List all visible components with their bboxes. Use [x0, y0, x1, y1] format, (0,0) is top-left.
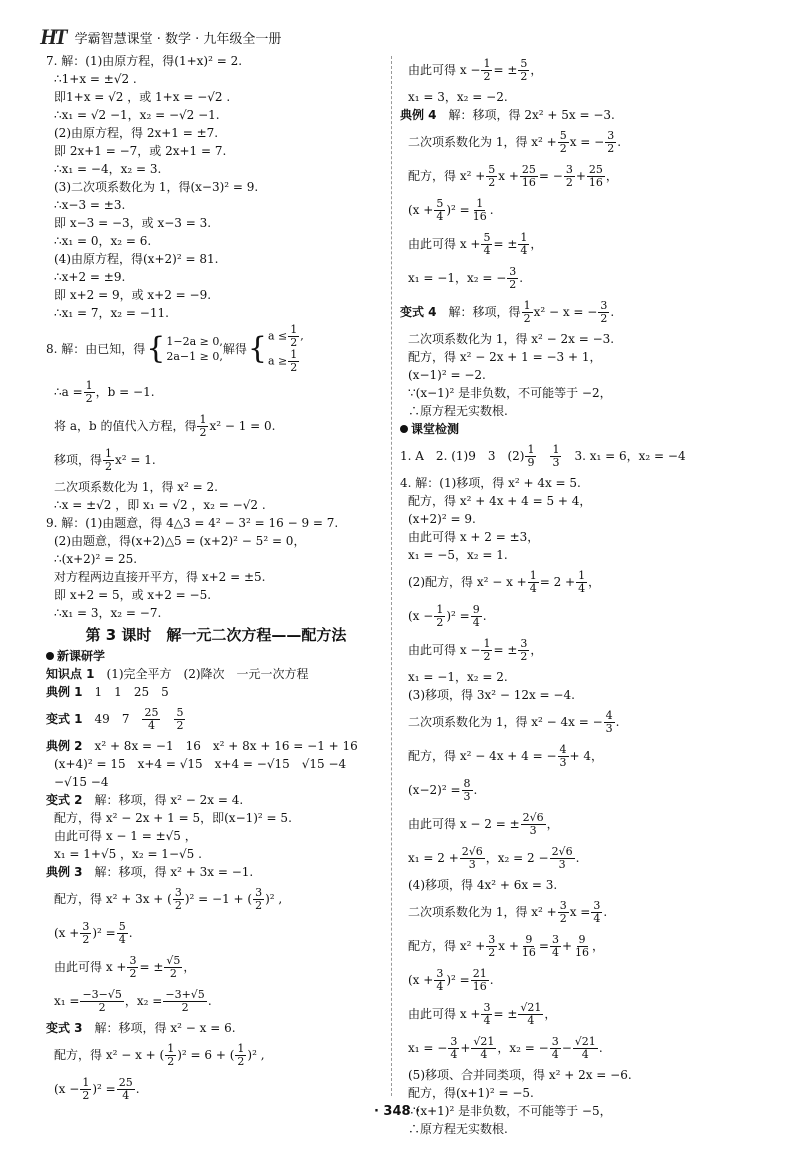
q4-line: 二次项系数化为 1，得 x² − 4x = − $\frac{4}{3}$ . [408, 708, 620, 735]
q4-line: (x+2)² = 9. [408, 512, 476, 526]
example-1: 典例 1 1 1 25 5 [46, 685, 169, 699]
q4-line: 由此可得 x − $\frac{1}{2}$ = ± $\frac{3}{2}$ ， [408, 636, 543, 663]
q9-line: 对方程两边直接开平方，得 x+2 = ±5. [54, 570, 266, 584]
q4-line: (4)移项，得 4x² + 6x = 3. [408, 878, 558, 892]
q4-line: 由此可得 x − 2 = ± $\frac{2√6}{3}$ ， [408, 810, 559, 837]
q4-line: x₁ = − $\frac{3}{4}$ + $\frac{√21}{4}$ ，x₂ = − $\frac{3}{4}$ − $\frac{√21}{4}$ . [408, 1034, 603, 1061]
variant-4: 变式 4 解：移项，得 $\frac{1}{2}$ x² − x = − $\frac{3}{2}$ . [400, 298, 615, 325]
example-4-line: x₁ = −1，x₂ = − $\frac{3}{2}$ . [408, 264, 524, 291]
q4-line: (x − $\frac{1}{2}$ )² = $\frac{9}{4}$ . [408, 602, 487, 629]
q4-line: 4. 解：(1)移项，得 x² + 4x = 5. [400, 476, 581, 490]
system-1: { 1−2a ≥ 0, 2a−1 ≥ 0, [146, 331, 223, 366]
q7-line: 即1+x = √2 ，或 1+x = −√2 . [54, 90, 231, 104]
q7-line: ∴x+2 = ±9. [54, 270, 126, 284]
variant-3-line: (x − $\frac{1}{2}$ )² = $\frac{25}{4}$ . [54, 1075, 140, 1102]
example-3-line: (x + $\frac{3}{2}$ )² = $\frac{5}{4}$ . [54, 919, 133, 946]
variant-2: 变式 2 解：移项，得 x² − 2x = 4. [46, 793, 244, 807]
system-row: a ≤ $\frac{1}{2}$ , [267, 323, 304, 349]
example-4: 典例 4 解：移项，得 2x² + 5x = −3. [400, 108, 615, 122]
right-column [400, 52, 745, 1138]
section-heading: 新课研学 [46, 647, 386, 665]
example-4-line: 二次项系数化为 1，得 x² + $\frac{5}{2}$ x = − $\frac{3}{2}$ . [408, 128, 622, 155]
system-2: { a ≤ $\frac{1}{2}$ , a ≥ $\frac{1}{2}$ [247, 323, 304, 374]
variant-1: 变式 1 49 7 $\frac{25}{4}$ $\frac{5}{2}$ [46, 705, 184, 732]
q8-mid: 解得 [222, 342, 247, 356]
variant-4-line: ∴原方程无实数根. [408, 404, 508, 418]
q7-line: ∴x₁ = 7，x₂ = −11. [54, 306, 169, 320]
variant-4-line: (x−1)² = −2. [408, 368, 486, 382]
q8-system-line [46, 324, 386, 374]
q4-line: (2)配方，得 x² − x + $\frac{1}{4}$ = 2 + $\frac{1}{4}$ ， [408, 568, 601, 595]
q8-prefix: 8. 解：由已知，得 [46, 342, 146, 356]
header-title: 学霸智慧课堂 · 数学 · 九年级全一册 [74, 31, 282, 47]
q7-line: 7. 解：(1)由原方程，得(1+x)² = 2. [46, 54, 243, 68]
q4-line: (x−2)² = $\frac{8}{3}$ . [408, 776, 478, 803]
variant-4-line: 二次项系数化为 1，得 x² − 2x = −3. [408, 332, 615, 346]
q7-line: (3)二次项系数化为 1，得(x−3)² = 9. [54, 180, 259, 194]
bullet-icon [400, 425, 408, 433]
q7-line: 即 x+2 = 9，或 x+2 = −9. [54, 288, 212, 302]
brand-logo: HT [40, 24, 65, 49]
q8-line: 移项，得 $\frac{1}{2}$ x² = 1. [54, 446, 156, 473]
example-4-line: 配方，得 x² + $\frac{5}{2}$ x + $\frac{25}{16}$ = − $\frac{3}{2}$ + $\frac{25}{16}$ ， [408, 162, 618, 189]
left-column [46, 52, 386, 1107]
q8-line: ∴x = ±√2 ，即 x₁ = √2 ，x₂ = −√2 . [54, 498, 266, 512]
page-number: · 348 · [373, 1104, 421, 1119]
bullet-icon [46, 652, 54, 660]
q4-line: x₁ = −5，x₂ = 1. [408, 548, 508, 562]
q7-line: ∴x₁ = −4，x₂ = 3. [54, 162, 162, 176]
example-3-line: x₁ = $\frac{-3-√5}{2}$ ，x₂ = $\frac{-3+√5}{2}$ . [54, 987, 212, 1014]
example-3-line: 配方，得 x² + 3x + ( $\frac{3}{2}$ )² = −1 + ( $\frac{3}{2}$ )² , [54, 885, 283, 912]
q9-line: ∴x₁ = 3，x₂ = −7. [54, 606, 162, 620]
q4-line: 配方，得(x+1)² = −5. [408, 1086, 534, 1100]
q4-line: 配方，得 x² + 4x + 4 = 5 + 4， [408, 494, 592, 508]
q9-line: (2)由题意，得(x+2)△5 = (x+2)² − 5² = 0， [54, 534, 306, 548]
example-3-line: 由此可得 x + $\frac{3}{2}$ = ± $\frac{√5}{2}$ ， [54, 953, 196, 980]
q4-line: 由此可得 x + 2 = ±3， [408, 530, 540, 544]
q9-line: ∴(x+2)² = 25. [54, 552, 138, 566]
example-2-line: (x+4)² = 15 x+4 = √15 x+4 = −√15 √15 −4 [54, 757, 347, 771]
variant-3: 变式 3 解：移项，得 x² − x = 6. [46, 1021, 236, 1035]
q7-line: ∴1+x = ±√2 . [54, 72, 137, 86]
q4-line: 配方，得 x² − 4x + 4 = − $\frac{4}{3}$ + 4， [408, 742, 604, 769]
system-row: 2a−1 ≥ 0, [166, 350, 223, 363]
system-row: a ≥ $\frac{1}{2}$ [267, 348, 298, 374]
variant-3-line: 配方，得 x² − x + ( $\frac{1}{2}$ )² = 6 + ( $\frac{1}{2}$ )² , [54, 1041, 265, 1068]
section-heading: 课堂检测 [400, 420, 745, 438]
q4-line: x₁ = −1，x₂ = 2. [408, 670, 508, 684]
q4-line: (3)移项，得 3x² − 12x = −4. [408, 688, 575, 702]
q7-line: ∴x₁ = 0，x₂ = 6. [54, 234, 152, 248]
q8-line: ∴a = $\frac{1}{2}$ ，b = −1. [54, 378, 155, 405]
q4-line: x₁ = 2 + $\frac{2√6}{3}$ ，x₂ = 2 − $\frac{2√6}{3}$ . [408, 844, 580, 871]
q4-line: (x + $\frac{3}{4}$ )² = $\frac{21}{16}$ . [408, 966, 494, 993]
q7-line: (2)由原方程，得 2x+1 = ±7. [54, 126, 219, 140]
q4-line: 由此可得 x + $\frac{3}{4}$ = ± $\frac{√21}{4}$ ， [408, 1000, 557, 1027]
q7-line: ∴x₁ = √2 −1，x₂ = −√2 −1. [54, 108, 220, 122]
header [40, 24, 281, 50]
lesson-title: 第 3 课时 解一元二次方程——配方法 [85, 626, 347, 644]
q7-line: ∴x−3 = ±3. [54, 198, 126, 212]
variant-2-line: x₁ = 1+√5 ，x₂ = 1−√5 . [54, 847, 202, 861]
q8-line: 二次项系数化为 1，得 x² = 2. [54, 480, 218, 494]
variant-2-line: 由此可得 x − 1 = ±√5 ， [54, 829, 197, 843]
knowledge-point-1: 知识点 1 (1)完全平方 (2)降次 一元一次方程 [46, 667, 309, 681]
q7-line: (4)由原方程，得(x+2)² = 81. [54, 252, 219, 266]
example-4-line: 由此可得 x + $\frac{5}{4}$ = ± $\frac{1}{4}$ ， [408, 230, 543, 257]
example-2-line: −√15 −4 [54, 775, 109, 789]
q7-line: 即 2x+1 = −7，或 2x+1 = 7. [54, 144, 227, 158]
variant-3-line: 由此可得 x − $\frac{1}{2}$ = ± $\frac{5}{2}$ ， [408, 56, 543, 83]
check-answers: 1. A 2. (1)9 3 (2) $\frac{1}{9}$ $\frac{1}{3}$ 3. x₁ = 6，x₂ = −4 [400, 442, 686, 469]
q4-line: 配方，得 x² + $\frac{3}{2}$ x + $\frac{9}{16}$ = $\frac{3}{4}$ + $\frac{9}{16}$ ， [408, 932, 605, 959]
example-3: 典例 3 解：移项，得 x² + 3x = −1. [46, 865, 254, 879]
q4-line: 二次项系数化为 1，得 x² + $\frac{3}{2}$ x = $\frac{3}{4}$ . [408, 898, 608, 925]
variant-4-line: 配方，得 x² − 2x + 1 = −3 + 1， [408, 350, 602, 364]
q7-line: 即 x−3 = −3，或 x−3 = 3. [54, 216, 212, 230]
column-divider [391, 56, 392, 1096]
variant-2-line: 配方，得 x² − 2x + 1 = 5，即(x−1)² = 5. [54, 811, 292, 825]
system-row: 1−2a ≥ 0, [166, 335, 223, 348]
q9-line: 即 x+2 = 5，或 x+2 = −5. [54, 588, 212, 602]
q8-line: 将 a，b 的值代入方程，得 $\frac{1}{2}$ x² − 1 = 0. [54, 412, 276, 439]
q4-line: ∵(x+1)² 是非负数，不可能等于 −5， [408, 1104, 612, 1118]
example-2: 典例 2 x² + 8x = −1 16 x² + 8x + 16 = −1 + 16 [46, 739, 358, 753]
variant-3-line: x₁ = 3，x₂ = −2. [408, 90, 508, 104]
example-4-line: (x + $\frac{5}{4}$ )² = $\frac{1}{16}$ . [408, 196, 494, 223]
q4-line: ∴原方程无实数根. [408, 1122, 508, 1136]
q9-line: 9. 解：(1)由题意，得 4△3 = 4² − 3² = 16 − 9 = 7. [46, 516, 339, 530]
q4-line: (5)移项、合并同类项，得 x² + 2x = −6. [408, 1068, 632, 1082]
variant-4-line: ∵(x−1)² 是非负数，不可能等于 −2， [408, 386, 612, 400]
